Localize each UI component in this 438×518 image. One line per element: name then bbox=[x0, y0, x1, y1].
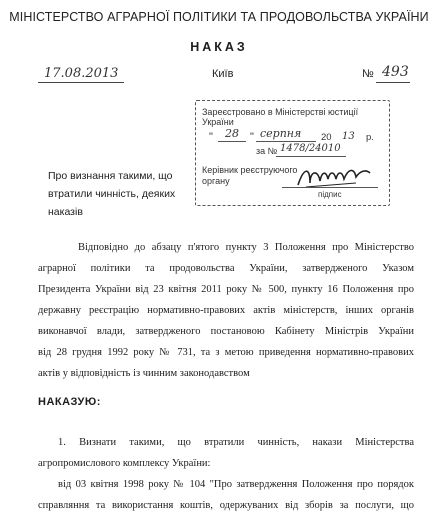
signature-underline bbox=[282, 187, 378, 188]
preamble-line: від 28 грудня 1992 року № 731, та з метою приведення нормативно-правових bbox=[38, 347, 414, 358]
signature-label: підпис bbox=[318, 190, 342, 199]
stamp-day-underline bbox=[218, 141, 246, 142]
stamp-month-underline bbox=[256, 141, 316, 142]
stamp-year-suffix: 13 bbox=[342, 131, 355, 142]
document-type: НАКАЗ bbox=[190, 40, 248, 54]
item-line: агропромислового комплексу України: bbox=[38, 458, 211, 469]
preamble-line: виконавчої влади, затвердженого постановою Кабінету Міністрів України bbox=[38, 326, 414, 337]
stamp-year-label: р. bbox=[366, 132, 374, 143]
date-underline bbox=[38, 82, 124, 83]
preamble-line: аграрної політики та продовольства України, затвердженого Указом bbox=[38, 263, 414, 274]
stamp-line1: Зареєстровано в Міністерстві юстиції України bbox=[202, 107, 359, 127]
stamp-number-underline bbox=[276, 156, 346, 157]
order-city: Київ bbox=[212, 68, 234, 80]
subject-line: наказів bbox=[48, 206, 83, 218]
order-date: 17.08.2013 bbox=[44, 66, 119, 81]
registration-stamp bbox=[195, 100, 390, 206]
stamp-month: серпня bbox=[260, 127, 302, 140]
subject-line: втратили чинність, деяких bbox=[48, 188, 176, 200]
subitem-line: справляння та використання коштів, одержуваних від зборів за послуги, що bbox=[38, 500, 414, 511]
order-number-label: № bbox=[362, 68, 374, 80]
stamp-quote-close: " bbox=[250, 131, 254, 143]
number-underline bbox=[376, 82, 410, 83]
stamp-year-prefix: 20 bbox=[321, 132, 332, 143]
preamble-line: актів у відповідність із чинним законодавством bbox=[38, 368, 250, 379]
stamp-number-label: за № bbox=[256, 146, 278, 156]
order-subject bbox=[48, 167, 208, 221]
stamp-number: 1478/24010 bbox=[280, 143, 341, 154]
preamble-line: Президента України від 23 квітня 2011 року № 500, пункту 16 Положення про bbox=[38, 284, 414, 295]
preamble-line: державну реєстрацію нормативно-правових актів міністерств, інших органів bbox=[38, 305, 414, 316]
stamp-quote-open: " bbox=[209, 131, 213, 143]
item-line: 1. Визнати такими, що втратили чинність, накази Міністерства bbox=[58, 437, 414, 448]
stamp-head-line1: Керівник реєструючого bbox=[202, 165, 298, 175]
stamp-head-line2: органу bbox=[202, 176, 230, 186]
subitem-line: від 03 квітня 1998 року № 104 "Про затвердження Положення про порядок bbox=[58, 479, 414, 490]
preamble-line: Відповідно до абзацу п'ятого пункту 3 Положення про Міністерство bbox=[78, 242, 414, 253]
order-word: НАКАЗУЮ: bbox=[38, 396, 101, 408]
order-number: 493 bbox=[382, 64, 409, 80]
subject-line: Про визнання такими, що bbox=[48, 170, 173, 182]
ministry-header: МІНІСТЕРСТВО АГРАРНОЇ ПОЛІТИКИ ТА ПРОДОВОЛЬСТВА УКРАЇНИ bbox=[9, 10, 429, 24]
stamp-day: 28 bbox=[225, 127, 239, 140]
